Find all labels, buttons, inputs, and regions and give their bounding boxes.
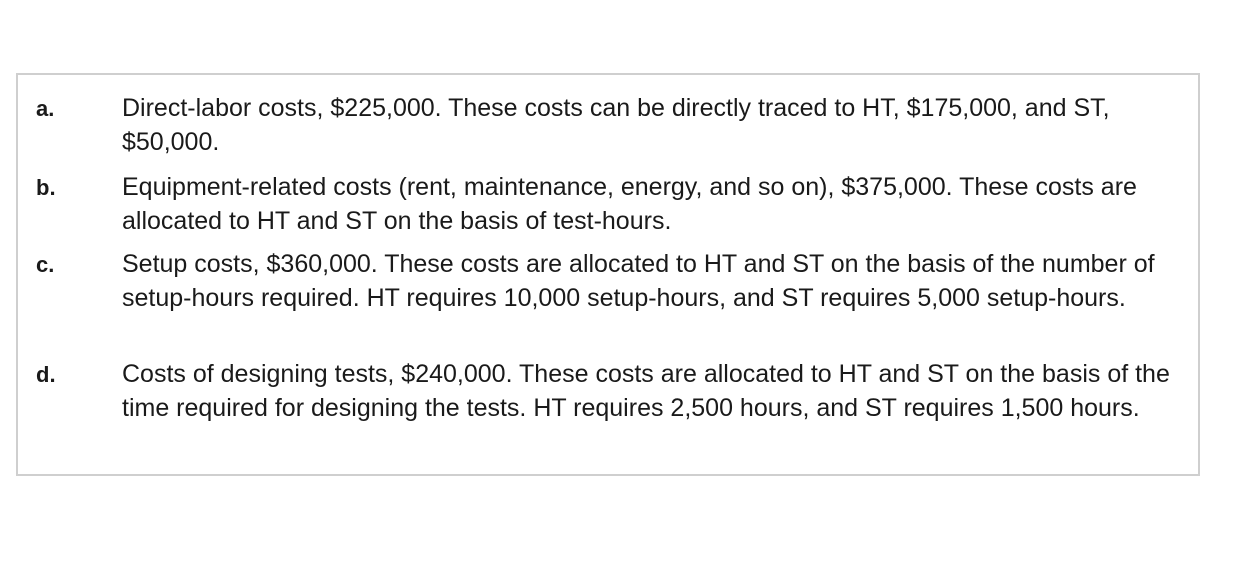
item-marker: b. [36,175,56,200]
cost-items-box [16,73,1200,476]
item-text: Setup costs, $360,000. These costs are allocated to HT and ST on the basis of the number of setup-hours required. HT requires 10,000 setup-hours, and ST requires 5,000 setup-hours. [122,250,1155,312]
item-marker: a. [36,96,55,121]
item-marker: c. [36,252,55,277]
item-text: Costs of designing tests, $240,000. These costs are allocated to HT and ST on the basis of the time required for designing the tests. HT requires 2,500 hours, and ST requires 1,500 hours. [122,360,1170,422]
item-text: Direct-labor costs, $225,000. These costs can be directly traced to HT, $175,000, and ST, $50,000. [122,94,1110,156]
item-text: Equipment-related costs (rent, maintenance, energy, and so on), $375,000. These costs are allocated to HT and ST on the basis of test-hours. [122,173,1137,235]
item-marker: d. [36,362,56,387]
